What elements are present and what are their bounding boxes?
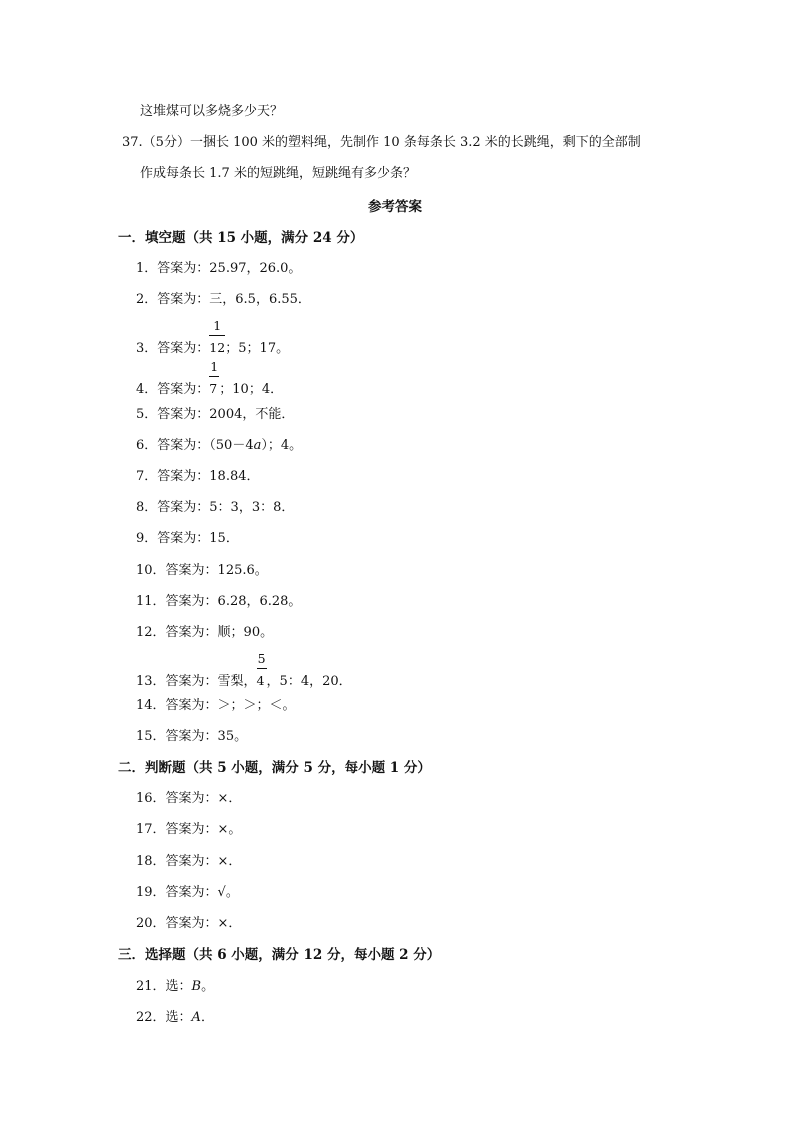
- answer-18: 18．答案为：×．: [136, 854, 242, 869]
- answer-3-denominator: 12: [209, 340, 226, 355]
- section-2-heading: 二．判断题（共 5 小题，满分 5 分，每小题 1 分）: [118, 760, 431, 776]
- fraction-bar: [209, 376, 219, 377]
- answer-21-rest: 。: [201, 979, 215, 994]
- answers-title: 参考答案: [368, 199, 422, 215]
- answer-8: 8．答案为：5：3，3：8．: [136, 500, 295, 515]
- question-37-line-2: 作成每条长 1.7 米的短跳绳，短跳绳有多少条？: [140, 166, 416, 181]
- answer-13: [136, 651, 352, 690]
- answer-19: 19．答案为：√。: [136, 885, 239, 900]
- answer-20: 20．答案为：×．: [136, 916, 242, 931]
- question-37-line-1: 37.（5分）一捆长 100 米的塑料绳，先制作 10 条每条长 3.2 米的长跳绳，剩下的全部制: [122, 135, 641, 150]
- answer-4-prefix: 4．答案为：: [136, 382, 210, 397]
- question-36-continuation: 这堆煤可以多烧多少天？: [140, 104, 284, 119]
- answer-11: 11．答案为：6.28，6.28。: [136, 594, 302, 609]
- answer-21: [136, 979, 214, 995]
- answer-4: [136, 359, 284, 398]
- answer-3-numerator: 1: [213, 318, 222, 333]
- answer-16: 16．答案为：×．: [136, 791, 242, 806]
- fraction-bar: [209, 335, 225, 336]
- answer-22-prefix: 22．选：: [136, 1010, 192, 1025]
- answer-10: 10．答案为：125.6。: [136, 563, 268, 578]
- answer-21-choice: B: [191, 979, 202, 994]
- section-3-heading: 三．选择题（共 6 小题，满分 12 分，每小题 2 分）: [118, 947, 441, 963]
- answer-4-fraction: [209, 359, 219, 397]
- answer-15: 15．答案为：35。: [136, 729, 248, 744]
- section-1-heading: 一．填空题（共 15 小题，满分 24 分）: [118, 230, 364, 246]
- answer-6-rest: ）；4。: [261, 438, 303, 453]
- answer-4-numerator: 1: [210, 359, 219, 374]
- answer-22-rest: ．: [200, 1010, 214, 1025]
- answer-4-denominator: 7: [209, 381, 218, 396]
- answer-9: 9．答案为：15．: [136, 531, 239, 546]
- answer-2: 2．答案为：三，6.5，6.55．: [136, 292, 311, 307]
- answer-17: 17．答案为：×。: [136, 822, 242, 837]
- answer-13-rest: ，5：4，20．: [266, 674, 352, 689]
- answer-4-rest: ；10；4．: [219, 382, 284, 397]
- answer-13-numerator: 5: [257, 651, 266, 666]
- answer-3: [136, 318, 290, 357]
- answer-21-prefix: 21．选：: [136, 979, 192, 994]
- answer-3-rest: ；5；17。: [225, 341, 290, 356]
- answer-22-choice: A: [191, 1010, 201, 1025]
- answer-1: 1．答案为：25.97，26.0。: [136, 261, 302, 276]
- answer-13-denominator: 4: [256, 673, 265, 688]
- answer-14: 14．答案为：＞；＞；＜。: [136, 698, 296, 713]
- answer-6-variable: a: [253, 438, 262, 453]
- answer-3-fraction: [209, 318, 226, 356]
- answer-13-fraction: [256, 651, 267, 689]
- answer-13-prefix: 13．答案为：雪梨，: [136, 674, 257, 689]
- answer-7: 7．答案为：18.84．: [136, 469, 260, 484]
- answer-6: [136, 438, 302, 454]
- fraction-bar: [257, 668, 267, 669]
- answer-22: [136, 1010, 214, 1026]
- answer-3-prefix: 3．答案为：: [136, 341, 210, 356]
- answer-12: 12．答案为：顺；90。: [136, 625, 274, 640]
- answer-6-prefix: 6．答案为：（50－4: [136, 438, 254, 453]
- answer-5: 5．答案为：2004，不能．: [136, 407, 295, 422]
